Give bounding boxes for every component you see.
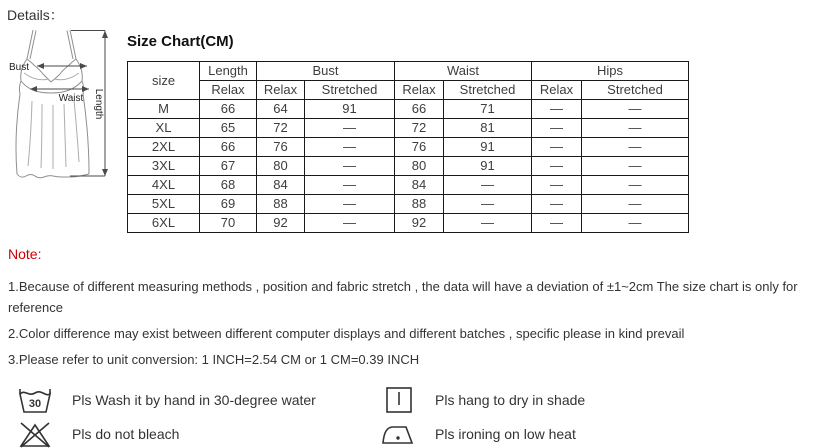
size-cell: 4XL <box>128 176 200 195</box>
subheader-hips-relax: Relax <box>532 81 582 100</box>
value-cell: 92 <box>395 214 444 233</box>
value-cell: 66 <box>200 138 257 157</box>
note-item: 2.Color difference may exist between different computer displays and different batches , specific please in kind prevail <box>8 326 685 341</box>
value-cell: 92 <box>257 214 305 233</box>
value-cell: 84 <box>395 176 444 195</box>
subheader-length-relax: Relax <box>200 81 257 100</box>
details-heading: Details： <box>7 7 64 23</box>
care-item-wash <box>18 386 373 414</box>
value-cell: 71 <box>444 100 532 119</box>
value-cell: 76 <box>257 138 305 157</box>
value-cell: — <box>444 195 532 214</box>
wash-hand-30-icon <box>18 385 52 415</box>
value-cell: 69 <box>200 195 257 214</box>
value-cell: — <box>582 138 689 157</box>
value-cell: — <box>444 176 532 195</box>
table-row <box>128 119 689 138</box>
value-cell: — <box>305 157 395 176</box>
do-not-bleach-icon <box>18 419 52 448</box>
care-label: Pls ironing on low heat <box>435 426 576 442</box>
size-cell: 6XL <box>128 214 200 233</box>
subheader-bust-relax: Relax <box>257 81 305 100</box>
subheader-waist-stretched: Stretched <box>444 81 532 100</box>
value-cell: 72 <box>395 119 444 138</box>
value-cell: 91 <box>444 157 532 176</box>
table-row <box>128 157 689 176</box>
col-header-bust: Bust <box>257 62 395 81</box>
col-header-hips: Hips <box>532 62 689 81</box>
size-cell: 2XL <box>128 138 200 157</box>
subheader-hips-stretched: Stretched <box>582 81 689 100</box>
svg-text:30: 30 <box>28 398 42 410</box>
header-row-subs <box>128 81 689 100</box>
value-cell: 88 <box>395 195 444 214</box>
value-cell: — <box>582 195 689 214</box>
col-header-length: Length <box>200 62 257 81</box>
value-cell: — <box>532 176 582 195</box>
waist-label: Waist <box>58 93 84 104</box>
iron-low-heat-icon <box>381 419 415 448</box>
size-chart-table <box>127 61 689 233</box>
value-cell: — <box>444 214 532 233</box>
value-cell: 80 <box>257 157 305 176</box>
size-chart-title: Size Chart(CM) <box>127 33 234 50</box>
care-item-no-bleach <box>18 420 373 448</box>
value-cell: — <box>582 214 689 233</box>
value-cell: — <box>532 195 582 214</box>
size-cell: 5XL <box>128 195 200 214</box>
care-label: Pls Wash it by hand in 30-degree water <box>72 392 316 408</box>
note-item: 3.Please refer to unit conversion: 1 INCH=2.54 CM or 1 CM=0.39 INCH <box>8 352 420 367</box>
size-cell: XL <box>128 119 200 138</box>
size-cell: M <box>128 100 200 119</box>
value-cell: 84 <box>257 176 305 195</box>
value-cell: — <box>582 157 689 176</box>
care-item-hang-dry <box>381 386 810 414</box>
size-cell: 3XL <box>128 157 200 176</box>
table-row <box>128 176 689 195</box>
value-cell: 88 <box>257 195 305 214</box>
length-label: Length <box>93 88 104 120</box>
value-cell: 64 <box>257 100 305 119</box>
value-cell: — <box>305 176 395 195</box>
value-cell: 72 <box>257 119 305 138</box>
table-row <box>128 100 689 119</box>
value-cell: — <box>532 119 582 138</box>
value-cell: 65 <box>200 119 257 138</box>
notes-list <box>8 276 820 375</box>
value-cell: — <box>532 138 582 157</box>
value-cell: — <box>532 157 582 176</box>
value-cell: — <box>532 214 582 233</box>
subheader-waist-relax: Relax <box>395 81 444 100</box>
care-instructions <box>10 386 810 448</box>
value-cell: 80 <box>395 157 444 176</box>
bust-label: Bust <box>9 62 30 73</box>
note-heading: Note: <box>8 246 42 262</box>
hang-dry-icon <box>381 385 415 415</box>
col-header-waist: Waist <box>395 62 532 81</box>
care-label: Pls do not bleach <box>72 426 180 442</box>
value-cell: 91 <box>305 100 395 119</box>
dress-measurement-diagram <box>8 26 126 194</box>
col-header-size: size <box>128 62 200 100</box>
table-row <box>128 214 689 233</box>
value-cell: — <box>582 119 689 138</box>
table-row <box>128 138 689 157</box>
value-cell: — <box>305 195 395 214</box>
subheader-bust-stretched: Stretched <box>305 81 395 100</box>
note-item: 1.Because of different measuring methods , position and fabric stretch , the data will have a deviation of ±1~2cm The size chart is only for reference <box>8 279 798 315</box>
value-cell: 66 <box>200 100 257 119</box>
value-cell: 81 <box>444 119 532 138</box>
value-cell: — <box>305 214 395 233</box>
value-cell: 91 <box>444 138 532 157</box>
value-cell: — <box>582 176 689 195</box>
value-cell: 67 <box>200 157 257 176</box>
value-cell: 66 <box>395 100 444 119</box>
care-label: Pls hang to dry in shade <box>435 392 586 408</box>
value-cell: — <box>532 100 582 119</box>
header-row-groups <box>128 62 689 81</box>
care-item-iron <box>381 420 810 448</box>
value-cell: 70 <box>200 214 257 233</box>
value-cell: 68 <box>200 176 257 195</box>
value-cell: — <box>305 138 395 157</box>
value-cell: — <box>305 119 395 138</box>
table-row <box>128 195 689 214</box>
value-cell: — <box>582 100 689 119</box>
value-cell: 76 <box>395 138 444 157</box>
